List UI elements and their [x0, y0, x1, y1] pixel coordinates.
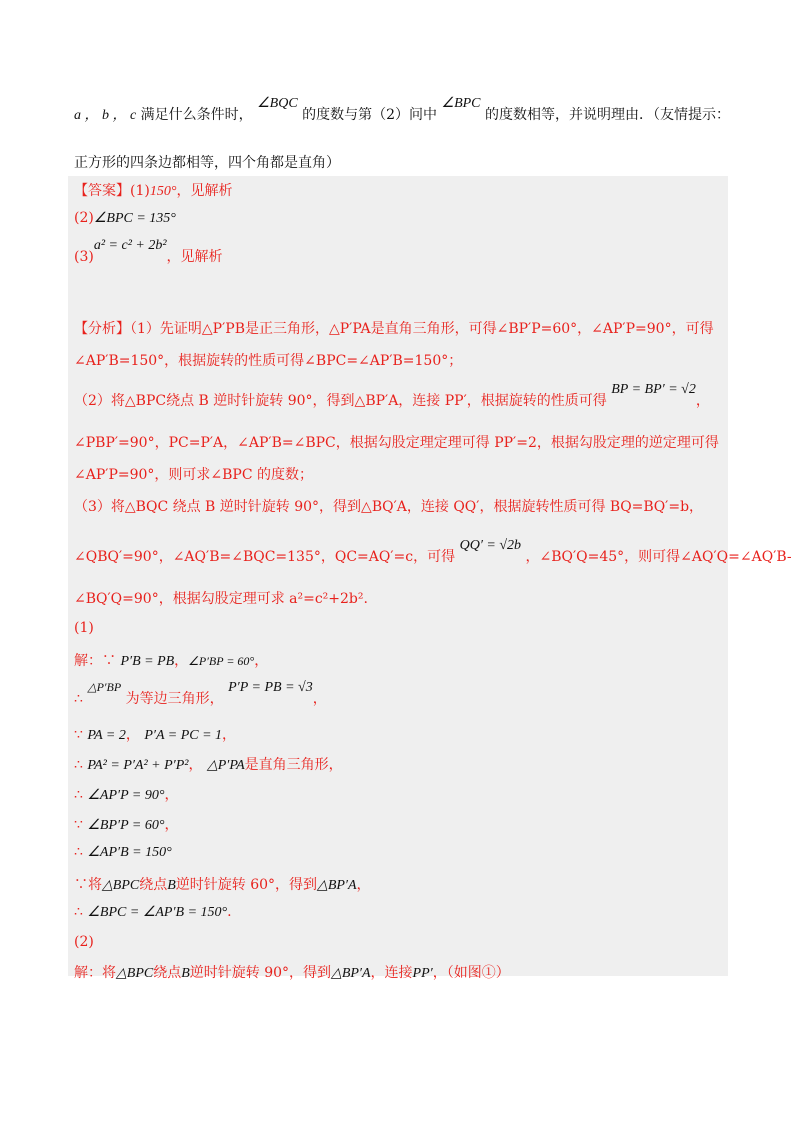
sol2-t1-math3: △BP′A [331, 966, 371, 981]
sol1-s1-text: 解：∵ [74, 653, 116, 669]
analysis-p1-l1: （1）先证明△P′PB是正三角形，△P′PA是直角三角形，可得∠BP′P=60°，∠AP′P=90°，可得 [130, 321, 714, 337]
solution-1-line-4 [74, 754, 343, 774]
sol1-s3-math2: P′A = PC = 1 [144, 728, 223, 743]
sol1-s8-math3: △BP′A [317, 878, 357, 893]
sol2-t1-text1: 解：将 [74, 965, 116, 981]
sol1-s7-text: ∴ [74, 844, 83, 860]
answer-1-value: 150° [149, 184, 177, 199]
sol1-s3-sep: ， [125, 727, 140, 743]
question-text-3: 的度数相等，并说明理由．（友情提示： [484, 107, 730, 123]
answer-2-value: ∠BPC = 135° [93, 211, 176, 226]
question-text-1: 满足什么条件时， [140, 107, 253, 123]
sol1-s7-math: ∠AP′B = 150° [87, 845, 172, 860]
solution-1-line-3 [74, 724, 236, 744]
sol2-t1-math1: △BPC [116, 966, 154, 981]
question-variables: a ， b ， c [74, 108, 137, 123]
sol1-s9-math: ∠BPC = ∠AP′B = 150° [87, 905, 228, 920]
solution-1-line-9 [74, 904, 232, 921]
answer-line-2 [74, 210, 176, 227]
question-angle-bpc: ∠BPC [441, 96, 481, 111]
sol1-s5-math: ∠AP′P = 90° [87, 788, 165, 803]
answer-3-value: a² = c² + 2b² [93, 238, 167, 253]
solution-2-number: (2) [74, 934, 94, 950]
analysis-p3-l2-text1: ∠QBQ′=90°，∠AQ′B=∠BQC=135°，QC=AQ′=c，可得 [74, 549, 456, 565]
solution-1-line-1 [74, 650, 268, 670]
question-line-1 [74, 96, 730, 124]
question-line-2: 正方形的四条边都相等，四个角都是直角） [74, 155, 340, 171]
sol1-s4-math2: △P′PA [206, 758, 245, 773]
solution-1-line-2 [74, 680, 327, 708]
sol1-s3-end: ， [222, 727, 237, 743]
analysis-line-5: ∠AP′P=90°，则可求∠BPC 的度数； [74, 467, 314, 483]
solution-2-line-1 [74, 962, 510, 982]
sol2-t1-math4: PP′ [412, 966, 433, 981]
sol1-s8-math1: △BPC [102, 878, 140, 893]
answer-1-suffix: ，见解析 [176, 183, 233, 199]
solution-1-line-8 [74, 874, 371, 894]
sol1-s8-text1: ∵将 [74, 877, 102, 893]
sol1-s5-text: ∴ [74, 787, 83, 803]
analysis-line-6: （3）将△BQC 绕点 B 逆时针旋转 90°，得到△BQ′A，连接 QQ′，根据旋转性质可得 BQ=BQ′=b， [74, 499, 704, 515]
answer-line-1 [74, 180, 232, 200]
sol1-s6-math: ∠BP′P = 60° [87, 818, 165, 833]
analysis-line-7 [74, 538, 792, 566]
answer-2-number: (2) [74, 210, 94, 226]
sol1-s2-text: ∴ [74, 691, 83, 707]
sol2-t1-text4: ，连接 [370, 965, 413, 981]
sol1-s5-end: ， [164, 787, 179, 803]
analysis-line-2: ∠AP′B=150°，根据旋转的性质可得∠BPC=∠AP′B=150°； [74, 353, 463, 369]
analysis-line-4: ∠PBP′=90°，PC=P′A，∠AP′B=∠BPC，根据勾股定理定理可得 PP′=2，根据勾股定理的逆定理可得 [74, 435, 719, 451]
sol1-s8-text3: 逆时针旋转 60°，得到 [175, 877, 318, 893]
solution-1-line-6 [74, 814, 178, 834]
analysis-p3-l2-math: QQ′ = √2b [459, 538, 522, 553]
sol1-s8-math2: B [167, 878, 176, 893]
sol1-s2-end: ， [312, 691, 327, 707]
sol1-s1-end: ， [254, 653, 269, 669]
sol2-t1-end: ，（如图①） [432, 965, 510, 981]
sol1-s4-end: 是直角三角形， [244, 757, 343, 773]
analysis-p2-l1-text: （2）将△BPC绕点 B 逆时针旋转 90°，得到△BP′A，连接 PP′，根据旋转的性质可得 [74, 393, 607, 409]
sol1-s2-math2: P′P = PB = √3 [228, 680, 313, 695]
sol1-s6-text: ∵ [74, 817, 83, 833]
sol1-s4-math: PA² = P′A² + P′P² [87, 758, 189, 773]
sol1-s1-sep: ， [174, 653, 189, 669]
sol1-s9-text: ∴ [74, 904, 83, 920]
sol1-s3-text: ∵ [74, 727, 83, 743]
solution-1-line-5 [74, 784, 178, 804]
solution-1-line-7 [74, 844, 172, 861]
sol1-s6-end: ， [164, 817, 179, 833]
sol1-s9-end: . [227, 904, 232, 920]
analysis-p3-l2-text2: ，∠BQ′Q=45°，则可得∠AQ′Q=∠AQ′B- [525, 549, 792, 565]
sol1-s8-text2: 绕点 [139, 877, 168, 893]
sol2-t1-math2: B [181, 966, 190, 981]
question-text-2: 的度数与第（2）问中 [302, 107, 438, 123]
sol1-s4-text: ∴ [74, 757, 83, 773]
answer-label: 【答案】 [74, 183, 130, 199]
analysis-p2-l1-math: BP = BP′ = √2 [611, 382, 696, 397]
sol2-t1-text3: 逆时针旋转 90°，得到 [189, 965, 332, 981]
answer-line-3 [74, 238, 223, 266]
sol1-s2-math: △P′BP [87, 680, 122, 694]
solution-1-number: (1) [74, 620, 94, 636]
sol1-s1-math2: ∠P′BP = 60° [188, 654, 255, 668]
answer-1-number: (1) [130, 183, 150, 199]
question-angle-bqc: ∠BQC [257, 96, 298, 111]
sol1-s1-math1: P′B = PB [120, 654, 175, 669]
analysis-label: 【分析】 [74, 321, 130, 337]
sol1-s3-math1: PA = 2 [87, 728, 126, 743]
sol1-s4-sep: ， [188, 757, 203, 773]
sol2-t1-text2: 绕点 [153, 965, 182, 981]
sol1-s2-mid: 为等边三角形， [125, 691, 224, 707]
answer-3-number: (3) [74, 249, 94, 265]
analysis-line-1 [74, 318, 714, 338]
answer-3-suffix: ，见解析 [166, 249, 223, 265]
analysis-p2-l1-end: ， [695, 393, 710, 409]
sol1-s8-end: ， [356, 877, 371, 893]
analysis-line-3 [74, 382, 710, 410]
analysis-line-8: ∠BQ′Q=90°，根据勾股定理可求 a²=c²+2b². [74, 591, 368, 607]
